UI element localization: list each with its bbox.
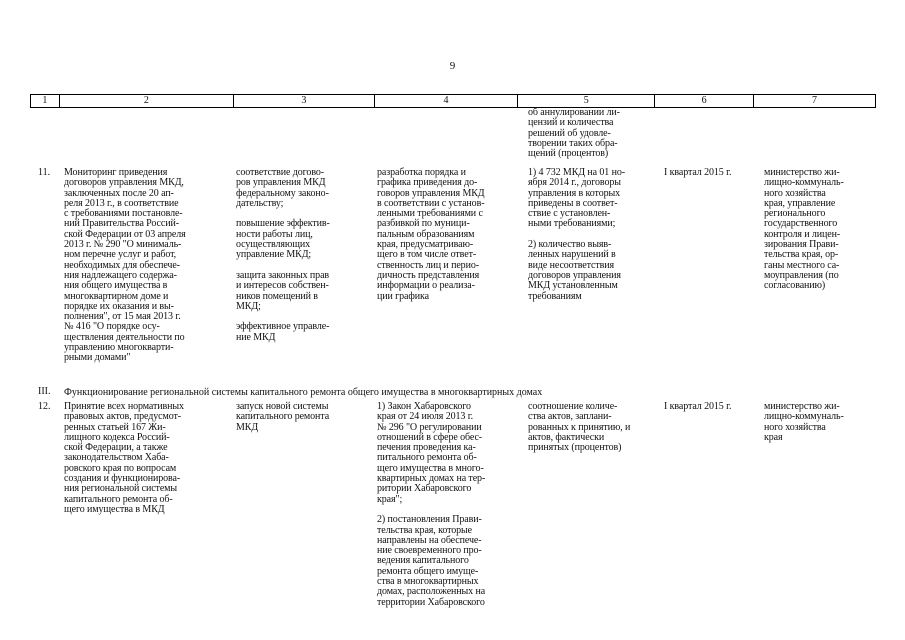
column-header-1: 1 (42, 95, 48, 106)
row-11-indicator: 1) 4 732 МКД на 01 но- ября 2014 г., договоры управления в которых приведены в соответ- ствие с установлен- ными требованиями; 2) количество выяв- ленных нарушений в виде несоответствия договоров управления МКД установленным требованиям (528, 167, 625, 302)
row-12-mechanism: 1) Закон Хабаровского края от 24 июля 2013 г. № 296 "О регулировании отношений в сфере обес- печения проведения ка- питального ремонта об- щего имущества в много- квартирных домах на тер- ритории Хабаровского края"; 2) постановления Прави- тельства края, которые направлены на обеспече- ние своевременного про- ведения капитального ремонта общего имуще- ства в многоквартирных домах, расположенных на территории Хабаровского (377, 401, 486, 608)
continuation-col5: об аннулировании ли- цензий и количества решений об удовле- творении таких обра- щений (процентов) (528, 107, 620, 160)
row-11-deadline: I квартал 2015 г. (664, 167, 732, 178)
row-11-number: 11. (38, 167, 51, 178)
row-12-responsible: министерство жи- лищно-коммуналь- ного хозяйства края (764, 401, 844, 443)
column-header-7: 7 (754, 95, 876, 108)
row-12-action: Принятие всех нормативных правовых актов, предусмот- ренных статьей 167 Жи- лищного кодекса Россий- ской Федерации, а также законодательством Хаба- ровского края по вопросам создания и функционирова- ния региональной системы капитального ремонта об- щего имущества в МКД (64, 401, 184, 515)
column-header-3: 3 (234, 95, 375, 108)
row-11-responsible: министерство жи- лищно-коммуналь- ного хозяйства края, управление регионального государственного контроля и лицен- зирования Прави- тельства края, ор- ганы местного са- моуправления (по согласованию) (764, 167, 844, 292)
row-12-deadline: I квартал 2015 г. (664, 401, 732, 412)
row-11-mechanism: разработка порядка и графика приведения до- говоров управления МКД в соответствии с установ- ленными требованиями с разбивкой по муници- пальным образованиям края, предусматриваю- щего в том числе ответ- ственность лиц и перио- дичность представления информации о реализа- ции графика (377, 167, 485, 302)
page-number: 9 (449, 60, 456, 72)
section-3-number: III. (38, 386, 51, 397)
row-12-result: запуск новой системы капитального ремонта МКД (236, 401, 330, 433)
row-11-result: соответствие догово- ров управления МКД федеральному законо- дательству; повышение эффектив- ности работы лиц, осуществляющих управление МКД; защита законных прав и интересов собствен- ников помещений в МКД; эффективное управле- ние МКД (236, 167, 330, 343)
row-12-number: 12. (38, 401, 51, 412)
column-header-6: 6 (655, 95, 754, 108)
column-header-4: 4 (374, 95, 518, 108)
column-header-5: 5 (518, 95, 655, 108)
row-12-indicator: соотношение количе- ства актов, заплани- рованных к принятию, и актов, фактически принятых (процентов) (528, 401, 631, 454)
row-11-action: Мониторинг приведения договоров управления МКД, заключенных после 20 ап- реля 2013 г., в соответствие с требованиями постановле- ний Правительства Россий- ской Федерации от 03 апреля 2013 г. № 290 "О минималь- ном перечне услуг и работ, необходимых для обеспече- ния надлежащего содержа- ния общего имущества в многоквартирном доме и порядке их оказания и вы- полнения", от 15 мая 2013 г. № 416 "О порядке осу- ществления деятельности по управлению многокварти- рными домами" (64, 167, 186, 364)
column-header-row (30, 94, 876, 108)
section-3-title: Функционирование региональной системы капитального ремонта общего имущества в многоквартирных домах (64, 387, 543, 398)
column-header-2: 2 (59, 95, 233, 108)
